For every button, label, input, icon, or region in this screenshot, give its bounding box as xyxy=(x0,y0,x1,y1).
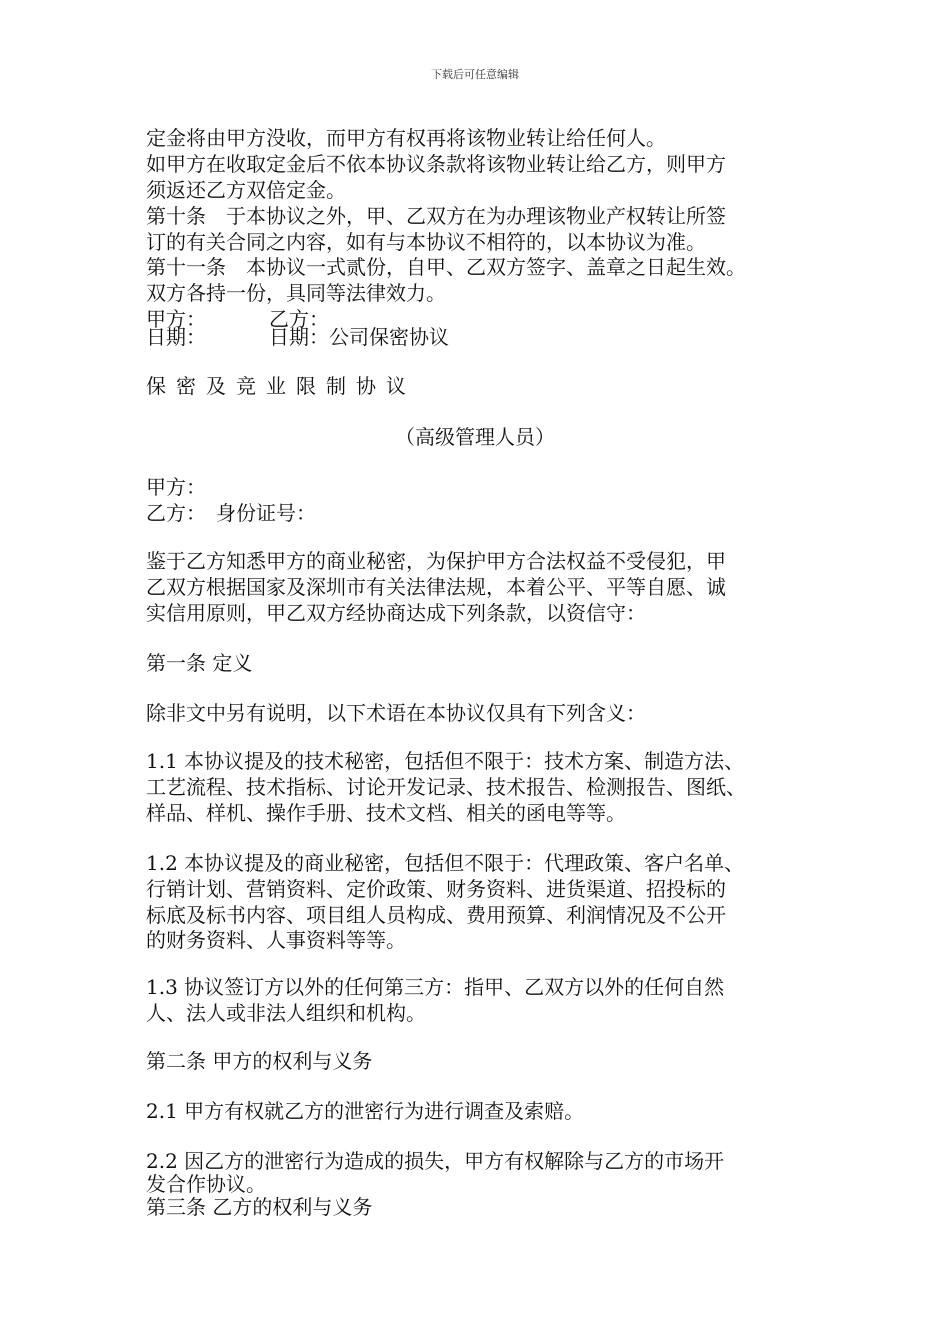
clause-line: 标底及标书内容、项目组人员构成、费用预算、利润情况及不公开 xyxy=(146,903,726,927)
document-subtitle: （高级管理人员） xyxy=(395,425,555,449)
paragraph-line: 除非文中另有说明，以下术语在本协议仅具有下列含义： xyxy=(146,701,646,725)
clause-line: 发合作协议。 xyxy=(146,1172,266,1196)
clause-line: 2.2 因乙方的泄密行为造成的损失，甲方有权解除与乙方的市场开 xyxy=(146,1149,725,1173)
clause-line: 1.3 协议签订方以外的任何第三方：指甲、乙双方以外的任何自然 xyxy=(146,975,725,999)
document-title: 保密及竞业限制协议 xyxy=(146,374,416,398)
party-a-line: 甲方： xyxy=(146,475,206,499)
paragraph-line: 双方各持一份，具同等法律效力。 xyxy=(146,281,446,305)
clause-line: 人、法人或非法人组织和机构。 xyxy=(146,1001,426,1025)
article-heading: 第三条 乙方的权利与义务 xyxy=(146,1195,373,1219)
paragraph-line: 实信用原则，甲乙双方经协商达成下列条款，以资信守： xyxy=(146,601,646,625)
clause-line: 2.1 甲方有权就乙方的泄密行为进行调查及索赔。 xyxy=(146,1099,585,1123)
paragraph-line: 鉴于乙方知悉甲方的商业秘密，为保护甲方合法权益不受侵犯，甲 xyxy=(146,549,726,573)
paragraph-line: 定金将由甲方没收，而甲方有权再将该物业转让给任何人。 xyxy=(146,126,666,150)
article-heading: 第一条 定义 xyxy=(146,651,253,675)
party-a-date-label: 日期： xyxy=(146,325,206,349)
party-b-sign-label: 乙方： xyxy=(269,307,329,331)
clause-line: 样品、样机、操作手册、技术文档、相关的函电等等。 xyxy=(146,801,626,825)
clause-line: 1.2 本协议提及的商业秘密，包括但不限于：代理政策、客户名单、 xyxy=(146,851,745,875)
clause-line: 行销计划、营销资料、定价政策、财务资料、进货渠道、招投标的 xyxy=(146,877,726,901)
party-a-sign-label: 甲方： xyxy=(146,307,206,331)
paragraph-line: 须返还乙方双倍定金。 xyxy=(146,178,346,202)
party-b-line: 乙方： 身份证号： xyxy=(146,501,316,525)
party-b-date-label: 日期：公司保密协议 xyxy=(269,325,449,349)
paragraph-line: 乙双方根据国家及深圳市有关法律法规，本着公平、平等自愿、诚 xyxy=(146,575,726,599)
page-header-note: 下载后可任意编辑 xyxy=(431,68,519,81)
article-heading: 第二条 甲方的权利与义务 xyxy=(146,1049,373,1073)
clause-line: 工艺流程、技术指标、讨论开发记录、技术报告、检测报告、图纸、 xyxy=(146,775,746,799)
clause-line: 1.1 本协议提及的技术秘密，包括但不限于：技术方案、制造方法、 xyxy=(146,749,745,773)
clause-line: 的财务资料、人事资料等等。 xyxy=(146,928,406,952)
article-10-line: 第十条 于本协议之外，甲、乙双方在为办理该物业产权转让所签 xyxy=(146,204,726,228)
paragraph-line: 如甲方在收取定金后不依本协议条款将该物业转让给乙方，则甲方 xyxy=(146,152,726,176)
date-row xyxy=(146,324,826,350)
article-11-line: 第十一条 本协议一式贰份，自甲、乙双方签字、盖章之日起生效。 xyxy=(146,255,746,279)
paragraph-line: 订的有关合同之内容，如有与本协议不相符的，以本协议为准。 xyxy=(146,230,706,254)
